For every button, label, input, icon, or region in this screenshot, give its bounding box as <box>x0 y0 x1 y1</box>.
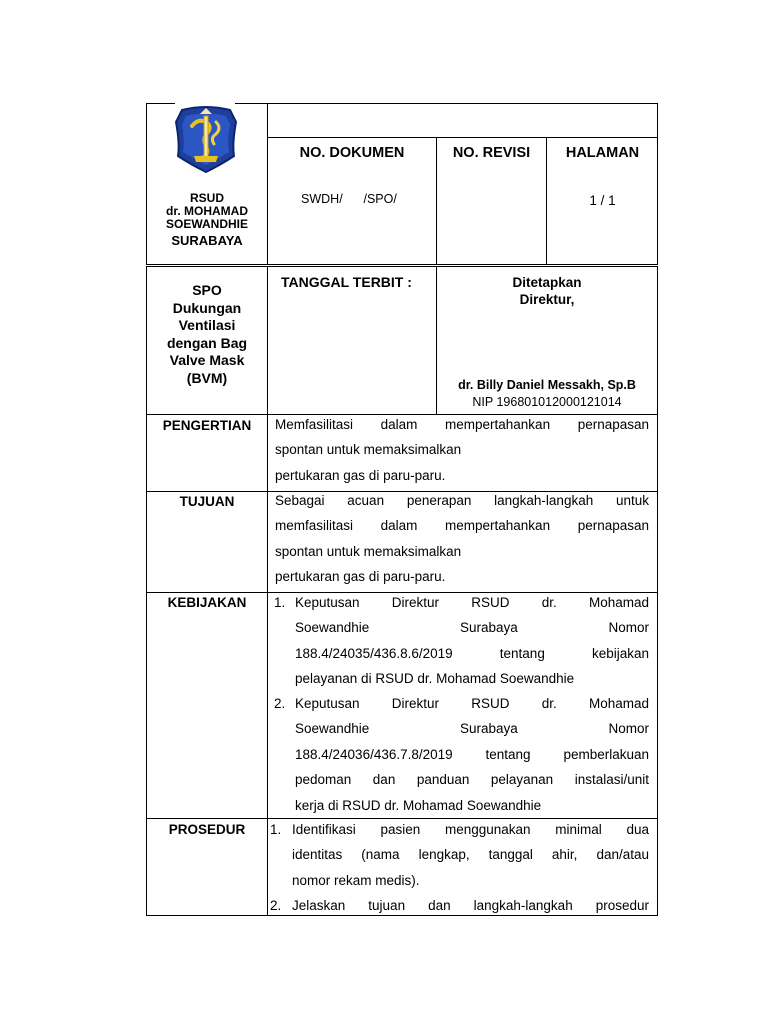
kebijakan-line: 188.4/24035/436.8.6/2019 tentang kebijakan <box>295 645 649 661</box>
header-row-divider <box>267 137 658 138</box>
kebijakan-label: KEBIJAKAN <box>167 595 247 610</box>
tujuan-line: Sebagai acuan penerapan langkah-langkah untuk <box>275 493 649 508</box>
pengertian-line: Memfasilitasi dalam mempertahankan pernapasan <box>275 417 649 432</box>
col-header-no-revisi: NO. REVISI <box>452 145 531 161</box>
kebijakan-line: Soewandhie Surabaya Nomor <box>295 620 649 636</box>
signer-nip: NIP 196801012000121014 <box>472 395 622 409</box>
prosedur-line: nomor rekam medis). <box>292 872 420 888</box>
col-header-no-dokumen: NO. DOKUMEN <box>299 145 405 161</box>
kebijakan-line: Soewandhie Surabaya Nomor <box>295 721 649 737</box>
kebijakan-line: 188.4/24036/436.7.8/2019 tentang pemberlakuan <box>295 746 649 762</box>
spo-title-line: Valve Mask <box>169 352 245 368</box>
kebijakan-line: Keputusan Direktur RSUD dr. Mohamad <box>295 696 649 711</box>
prosedur-item-number: 2. <box>270 898 282 913</box>
prosedur-line: Identifikasi pasien menggunakan minimal dua <box>292 822 649 837</box>
kebijakan-item-number: 1. <box>274 595 286 610</box>
tujuan-line: memfasilitasi dalam mempertahankan pernapasan <box>275 518 649 534</box>
spo-title-line: Ventilasi <box>178 317 236 333</box>
pengertian-line: pertukaran gas di paru-paru. <box>275 467 446 483</box>
prosedur-line: Jelaskan tujuan dan langkah-langkah prosedur <box>292 898 649 913</box>
kebijakan-item-2 <box>295 691 649 818</box>
spo-title-line: Dukungan <box>172 299 242 316</box>
pengertian-line: spontan untuk memaksimalkan <box>275 442 462 458</box>
spo-title-line: dengan Bag <box>166 334 248 351</box>
prosedur-item-number: 1. <box>270 822 282 837</box>
spo-title-line: SPO <box>192 282 222 298</box>
tanggal-terbit-label: TANGGAL TERBIT : <box>281 274 412 290</box>
surabaya-logo-icon <box>172 104 240 174</box>
kebijakan-line: pelayanan di RSUD dr. Mohamad Soewandhie <box>295 671 575 687</box>
header-divider-logo <box>267 103 268 265</box>
tujuan-line: spontan untuk memaksimalkan <box>275 543 462 559</box>
kebijakan-line: pedoman dan panduan pelayanan instalasi/unit <box>295 772 649 788</box>
kebijakan-line: kerja di RSUD dr. Mohamad Soewandhie <box>295 797 542 813</box>
ditetapkan-label: Ditetapkan <box>512 275 582 290</box>
tujuan-label: TUJUAN <box>179 494 235 509</box>
pengertian-label: PENGERTIAN <box>162 418 252 433</box>
tujuan-text <box>275 488 649 590</box>
prosedur-item-1 <box>292 817 649 893</box>
prosedur-label: PROSEDUR <box>168 822 246 837</box>
hospital-name-line4: SURABAYA <box>171 233 243 248</box>
kebijakan-line: Keputusan Direktur RSUD dr. Mohamad <box>295 595 649 610</box>
spo-title-line: (BVM) <box>186 369 228 386</box>
spo-title <box>147 282 267 387</box>
direktur-label: Direktur, <box>519 292 575 307</box>
prosedur-item-2 <box>292 893 649 915</box>
page-value: 1 / 1 <box>589 193 616 208</box>
doc-number-value: SWDH/ /SPO/ <box>301 192 397 206</box>
hospital-name-line1: RSUD <box>189 191 224 205</box>
col-header-halaman: HALAMAN <box>565 145 640 161</box>
kebijakan-item-number: 2. <box>274 696 286 711</box>
kebijakan-item-1 <box>295 590 649 692</box>
signer-name: dr. Billy Daniel Messakh, Sp.B <box>458 378 636 392</box>
hospital-name-line2: dr. MOHAMAD <box>166 204 248 218</box>
tujuan-line: pertukaran gas di paru-paru. <box>275 569 446 585</box>
hospital-name-line3: SOEWANDHIE <box>165 217 248 231</box>
pengertian-text <box>275 412 649 488</box>
prosedur-line: identitas (nama lengkap, tanggal ahir, dan/atau <box>292 847 649 863</box>
